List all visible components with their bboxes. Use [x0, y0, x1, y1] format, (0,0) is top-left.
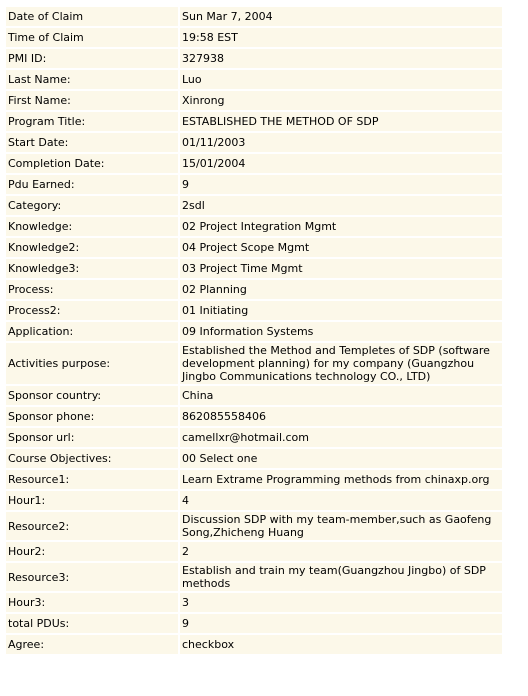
row-last-name — [6, 70, 502, 89]
row-process — [6, 280, 502, 299]
field-value: 01/11/2003 — [180, 133, 502, 152]
field-value: 2sdl — [180, 196, 502, 215]
row-application — [6, 322, 502, 341]
row-sponsor-country — [6, 386, 502, 405]
field-value: 09 Information Systems — [180, 322, 502, 341]
field-label: Resource3: — [6, 563, 178, 591]
field-label: Hour3: — [6, 593, 178, 612]
field-value: Learn Extrame Programming methods from chinaxp.org — [180, 470, 502, 489]
field-value: 19:58 EST — [180, 28, 502, 47]
field-label: Category: — [6, 196, 178, 215]
row-hour2 — [6, 542, 502, 561]
field-label: Program Title: — [6, 112, 178, 131]
row-resource3 — [6, 563, 502, 591]
row-pdu-earned — [6, 175, 502, 194]
row-resource1 — [6, 470, 502, 489]
field-label: Pdu Earned: — [6, 175, 178, 194]
field-value: camellxr@hotmail.com — [180, 428, 502, 447]
field-value: China — [180, 386, 502, 405]
claim-details-table — [4, 5, 504, 656]
field-label: Sponsor phone: — [6, 407, 178, 426]
field-label: Hour1: — [6, 491, 178, 510]
row-first-name — [6, 91, 502, 110]
row-sponsor-phone — [6, 407, 502, 426]
row-pmi-id — [6, 49, 502, 68]
field-value: Discussion SDP with my team-member,such as Gaofeng Song,Zhicheng Huang — [180, 512, 502, 540]
row-process2 — [6, 301, 502, 320]
field-label: Last Name: — [6, 70, 178, 89]
field-label: Knowledge: — [6, 217, 178, 236]
field-label: First Name: — [6, 91, 178, 110]
field-value: 2 — [180, 542, 502, 561]
field-label: Resource2: — [6, 512, 178, 540]
field-value: Establish and train my team(Guangzhou Jingbo) of SDP methods — [180, 563, 502, 591]
field-label: Knowledge2: — [6, 238, 178, 257]
row-resource2 — [6, 512, 502, 540]
row-knowledge — [6, 217, 502, 236]
field-value: 00 Select one — [180, 449, 502, 468]
row-time-of-claim — [6, 28, 502, 47]
field-value: 02 Project Integration Mgmt — [180, 217, 502, 236]
row-program-title — [6, 112, 502, 131]
row-hour3 — [6, 593, 502, 612]
field-value: Luo — [180, 70, 502, 89]
field-value: Xinrong — [180, 91, 502, 110]
field-value: Sun Mar 7, 2004 — [180, 7, 502, 26]
field-value: 02 Planning — [180, 280, 502, 299]
field-label: Resource1: — [6, 470, 178, 489]
field-label: Sponsor url: — [6, 428, 178, 447]
field-label: Knowledge3: — [6, 259, 178, 278]
field-value: 3 — [180, 593, 502, 612]
field-value: checkbox — [180, 635, 502, 654]
row-start-date — [6, 133, 502, 152]
field-value: 01 Initiating — [180, 301, 502, 320]
field-label: PMI ID: — [6, 49, 178, 68]
field-value: 327938 — [180, 49, 502, 68]
field-value: 15/01/2004 — [180, 154, 502, 173]
field-label: Activities purpose: — [6, 343, 178, 384]
field-value: 03 Project Time Mgmt — [180, 259, 502, 278]
field-value: 4 — [180, 491, 502, 510]
field-label: Process: — [6, 280, 178, 299]
field-value: ESTABLISHED THE METHOD OF SDP — [180, 112, 502, 131]
field-label: Completion Date: — [6, 154, 178, 173]
field-label: Hour2: — [6, 542, 178, 561]
row-date-of-claim — [6, 7, 502, 26]
field-label: Time of Claim — [6, 28, 178, 47]
row-agree — [6, 635, 502, 654]
row-sponsor-url — [6, 428, 502, 447]
field-label: Application: — [6, 322, 178, 341]
field-label: Course Objectives: — [6, 449, 178, 468]
row-knowledge2 — [6, 238, 502, 257]
field-value: 9 — [180, 614, 502, 633]
field-label: Agree: — [6, 635, 178, 654]
row-total-pdus — [6, 614, 502, 633]
field-label: Start Date: — [6, 133, 178, 152]
field-value: 862085558406 — [180, 407, 502, 426]
field-label: Sponsor country: — [6, 386, 178, 405]
row-category — [6, 196, 502, 215]
row-activities-purpose — [6, 343, 502, 384]
field-value: Established the Method and Templetes of SDP (software development planning) for my company (Guangzhou Jingbo Communications technology CO., LTD) — [180, 343, 502, 384]
field-value: 9 — [180, 175, 502, 194]
field-label: total PDUs: — [6, 614, 178, 633]
row-course-objectives — [6, 449, 502, 468]
field-label: Process2: — [6, 301, 178, 320]
row-completion-date — [6, 154, 502, 173]
field-value: 04 Project Scope Mgmt — [180, 238, 502, 257]
field-label: Date of Claim — [6, 7, 178, 26]
row-knowledge3 — [6, 259, 502, 278]
row-hour1 — [6, 491, 502, 510]
claim-rows — [6, 7, 502, 654]
